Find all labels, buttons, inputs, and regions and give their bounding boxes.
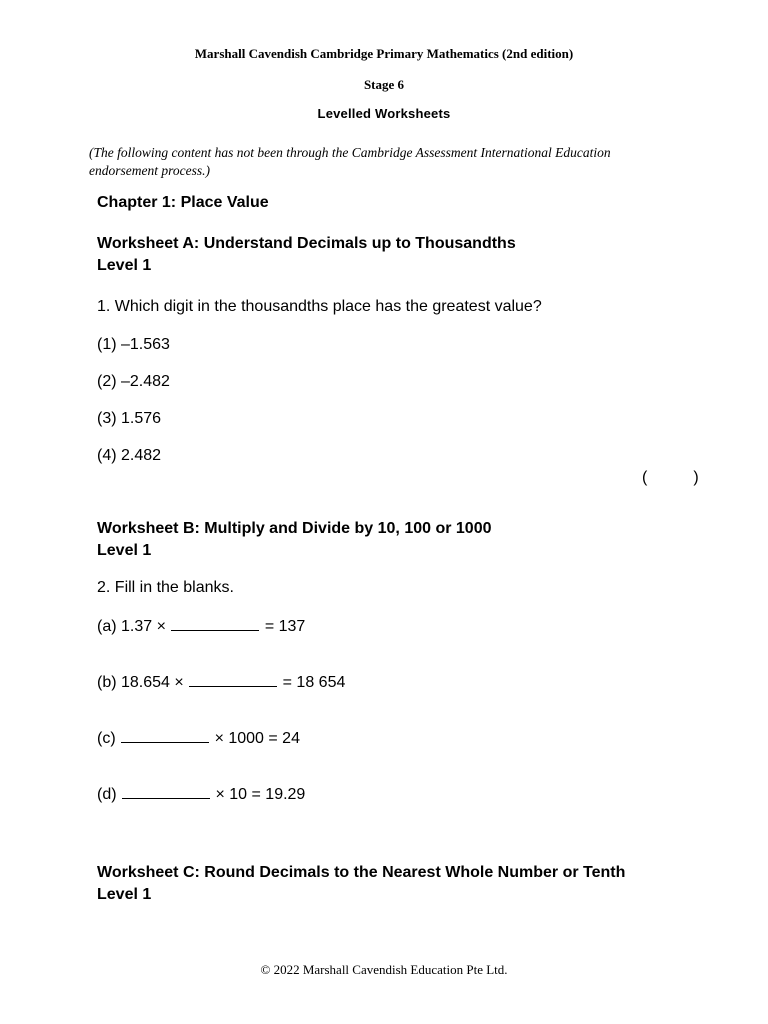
stage-label: Stage 6: [363, 77, 405, 92]
worksheet-c-title: Worksheet C: Round Decimals to the Nearest Whole Number or Tenth: [97, 864, 626, 881]
worksheet-a-title: Worksheet A: Understand Decimals up to Thousandths: [97, 235, 516, 252]
fill-item-d-result: × 10 = 19.29: [215, 786, 306, 803]
worksheet-b-level: Level 1: [97, 542, 152, 559]
fill-item-a: [97, 616, 305, 636]
answer-bracket-close: ): [693, 469, 699, 486]
answer-blank[interactable]: [171, 616, 259, 631]
answer-blank[interactable]: [189, 672, 277, 687]
copyright-footer: © 2022 Marshall Cavendish Education Pte Ltd.: [260, 962, 508, 977]
fill-item-a-result: = 137: [264, 618, 306, 635]
option-4: (4) 2.482: [97, 447, 162, 464]
fill-item-d: [97, 784, 305, 804]
fill-item-c-label: (c): [97, 730, 116, 747]
option-3: (3) 1.576: [97, 410, 162, 427]
document-subtitle: Levelled Worksheets: [317, 106, 451, 121]
disclaimer-note: (The following content has not been through the Cambridge Assessment International Education endorsement process.): [89, 145, 611, 178]
worksheet-a-level: Level 1: [97, 257, 152, 274]
answer-blank[interactable]: [122, 784, 210, 799]
fill-item-c: [97, 728, 300, 748]
question-1-text: 1. Which digit in the thousandths place has the greatest value?: [97, 298, 542, 315]
answer-bracket-open: (: [642, 469, 648, 486]
answer-bracket: [642, 469, 699, 487]
book-title: Marshall Cavendish Cambridge Primary Mathematics (2nd edition): [194, 46, 574, 61]
answer-blank[interactable]: [121, 728, 209, 743]
fill-item-c-result: × 1000 = 24: [214, 730, 300, 747]
question-2-text: 2. Fill in the blanks.: [97, 579, 234, 596]
fill-item-d-label: (d): [97, 786, 117, 803]
fill-item-b-label: (b) 18.654 ×: [97, 674, 184, 691]
chapter-title: Chapter 1: Place Value: [97, 194, 269, 211]
worksheet-b-title: Worksheet B: Multiply and Divide by 10, 100 or 1000: [97, 520, 492, 537]
fill-item-b: [97, 672, 345, 692]
option-2: (2) –2.482: [97, 373, 170, 390]
fill-item-a-label: (a) 1.37 ×: [97, 618, 166, 635]
option-1: (1) –1.563: [97, 336, 170, 353]
fill-item-b-result: = 18 654: [282, 674, 346, 691]
worksheet-c-level: Level 1: [97, 886, 152, 903]
